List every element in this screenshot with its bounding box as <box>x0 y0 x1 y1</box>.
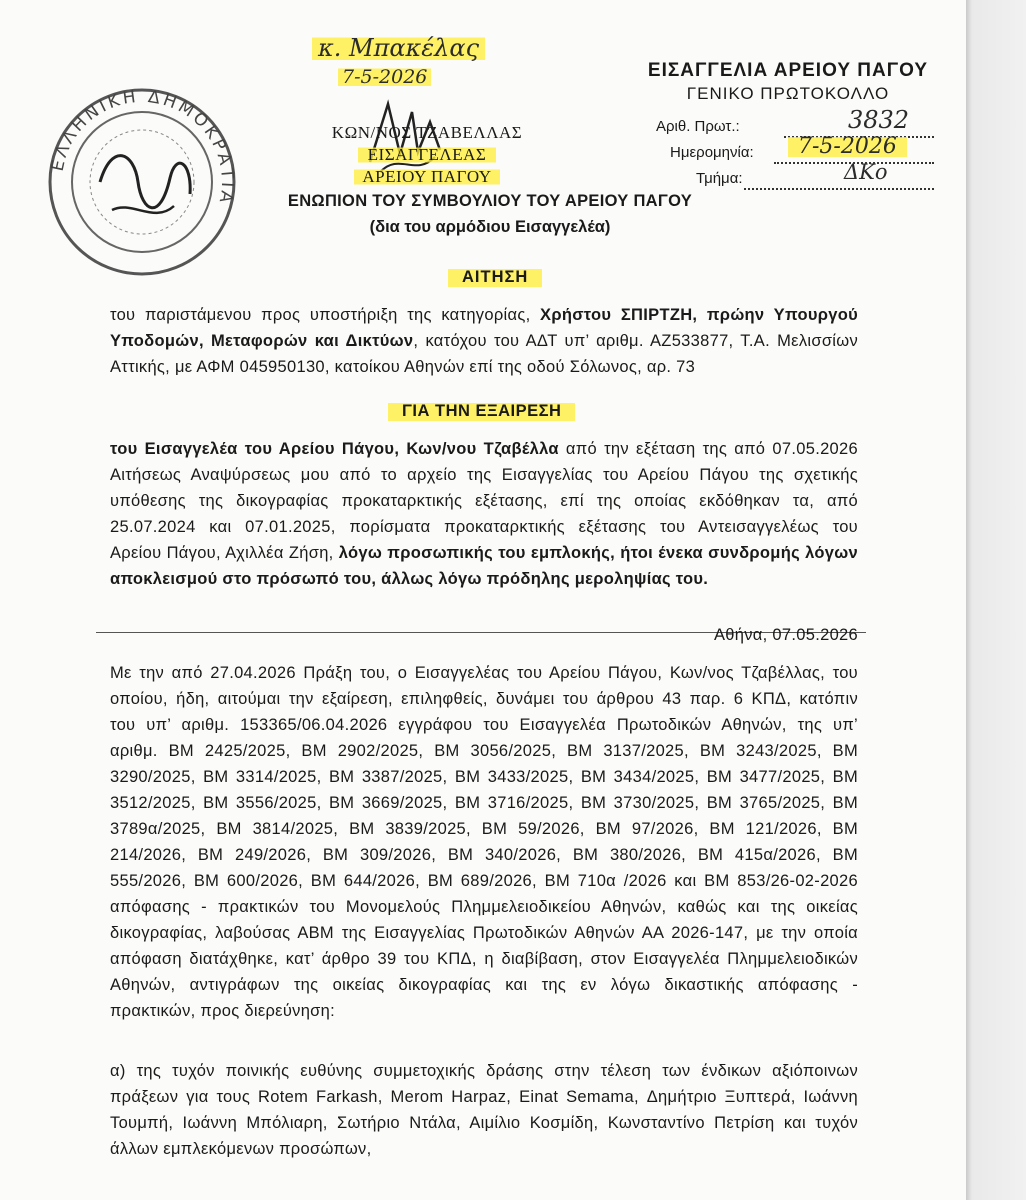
official-seal <box>42 82 242 282</box>
text-line: 555/2026, ΒΜ 600/2026, ΒΜ 644/2026, ΒΜ 689/2026, ΒΜ 710α /2026 και ΒΜ 853/26-02-2026 <box>110 872 858 890</box>
text-line: Τουμπή, Ιωάννη Μπόλιαρη, Σωτήριο Ντάλα, Αιμίλιο Κοσμίδη, Κωνσταντίνο Πετρίση και τυχόν <box>110 1114 858 1132</box>
court-heading: ΕΝΩΠΙΟΝ ΤΟΥ ΣΥΜΒΟΥΛΙΟΥ ΤΟΥ ΑΡΕΙΟΥ ΠΑΓΟΥ <box>287 192 693 210</box>
registry-subtitle: ΓΕΝΙΚΟ ΠΡΩΤΟΚΟΛΛΟ <box>686 84 890 103</box>
text-line: 3512/2025, ΒΜ 3556/2025, ΒΜ 3669/2025, ΒΜ 3716/2025, ΒΜ 3730/2025, ΒΜ 3765/2025, ΒΜ <box>110 794 858 812</box>
prosecutor-title: ΕΙΣΑΓΓΕΛΕΑΣ <box>312 144 542 166</box>
text-line: 3789α/2025, ΒΜ 3814/2025, ΒΜ 3839/2025, ΒΜ 59/2026, ΒΜ 97/2026, ΒΜ 121/2026, ΒΜ <box>110 820 858 838</box>
registry-dept-value: ΔΚο <box>844 160 888 184</box>
text-line: 214/2026, ΒΜ 249/2026, ΒΜ 309/2026, ΒΜ 340/2026, ΒΜ 380/2026, ΒΜ 415α/2026, ΒΜ <box>110 846 858 864</box>
court-via: (δια του αρμόδιου Εισαγγελέα) <box>369 218 611 236</box>
text-line: α) της τυχόν ποινικής ευθύνης συμμετοχικής δράσης στην τέλεση των ένδικων αξιόποινων <box>110 1062 858 1080</box>
prosecutor-block <box>312 122 542 188</box>
handwritten-name: κ. Μπακέλας <box>312 34 485 62</box>
place-date: Αθήνα, 07.05.2026 <box>714 626 858 644</box>
text-line: πράξεων για τους Rotem Farkash, Merom Harpaz, Einat Semama, Δημήτριο Ξυπτερά, Ιωάννη <box>110 1088 858 1106</box>
handwritten-date: 7-5-2026 <box>338 66 431 88</box>
registry-number-value: 3832 <box>848 106 910 134</box>
text-line: δικογραφίας, λαβούσας ΑΒΜ της Εισαγγελίας Πρωτοδικών Αθηνών ΑΑ 2026-147, με την οποία <box>110 924 858 942</box>
text-line: Αθηνών, αντιγράφων της οικείας δικογραφίας και της εν λόγω δικαστικής απόφασης - <box>110 976 858 994</box>
text-line: αριθμ. ΒΜ 2425/2025, ΒΜ 2902/2025, ΒΜ 3056/2025, ΒΜ 3137/2025, ΒΜ 3243/2025, ΒΜ <box>110 742 858 760</box>
prosecutor-name: ΚΩΝ/ΝΟΣ ΤΖΑΒΕΛΛΑΣ <box>331 123 523 142</box>
svg-text:ΕΛΛΗΝΙΚΗ ΔΗΜΟΚΡΑΤΙΑ: ΕΛΛΗΝΙΚΗ ΔΗΜΟΚΡΑΤΙΑ <box>47 86 238 208</box>
registry-dept-label: Τμήμα: <box>696 170 743 187</box>
registry-date-label: Ημερομηνία: <box>670 144 754 161</box>
text-line: του υπ’ αριθμ. 153365/06.04.2026 εγγράφου του Εισαγγελέα Πρωτοδικών Αθηνών, της υπ’ <box>110 716 858 734</box>
text-line: Με την από 27.04.2026 Πράξη του, ο Εισαγγελέας του Αρείου Πάγου, Κων/νος Τζαβέλλας, του <box>110 664 858 682</box>
registry-title: ΕΙΣΑΓΓΕΛΙΑ ΑΡΕΙΟΥ ΠΑΓΟΥ <box>647 60 929 81</box>
applicant-paragraph: του παριστάμενου προς υποστήριξη της κατηγορίας, Χρήστου ΣΠΙΡΤΖΗ, πρώην Υπουργού Υποδομών, Μεταφορών και Δικτύων, κατόχου του ΑΔΤ υπ’ αριθμ. ΑΖ533877, Τ.Α. Μελισσίων Αττικής, με ΑΦΜ 045950130, κατοίκου Αθηνών επί της οδού Σόλωνος, αρ. 73 <box>110 306 859 376</box>
purpose-heading: ΓΙΑ ΤΗΝ ΕΞΑΙΡΕΣΗ <box>388 400 575 423</box>
seal-graphic <box>42 82 242 282</box>
text-line: πρακτικών, προς διερεύνηση: <box>110 1002 336 1020</box>
page-edge <box>966 0 1026 1200</box>
registry-date-value: 7-5-2026 <box>788 134 907 159</box>
registry-stamp <box>638 60 938 187</box>
text-line: άλλων εμπλεκόμενων προσώπων, <box>110 1140 372 1158</box>
main-paragraph <box>110 660 858 1024</box>
text-line: απόφαση διατάχθηκε, κατ’ άρθρο 39 του ΚΠΔ, η διαβίβαση, στον Εισαγγελέα Πλημμελειοδικών <box>110 950 858 968</box>
item-a-paragraph <box>110 1058 858 1162</box>
document-title: ΑΙΤΗΣΗ <box>448 266 542 289</box>
text-line: απόφασης - πρακτικών του Μονομελούς Πλημμελειοδικείου Αθηνών, καθώς και της οικείας <box>110 898 858 916</box>
exclusion-paragraph: του Εισαγγελέα του Αρείου Πάγου, Κων/νου Τζαβέλλα από την εξέταση της από 07.05.2026 Αιτήσεως Αναψύρσεως μου από το αρχείο της Εισαγγελίας του Αρείου Πάγου της σχετικής υπόθεσης της δικογραφίας προκαταρκτικής εξέτασης, επί της οποίας εκδόθηκαν τα, από 25.07.2024 και 07.01.2025, πορίσματα προκαταρκτικής εξέτασης του Αντεισαγγελέως του Αρείου Πάγου, Αχιλλέα Ζήση, λόγω προσωπικής του εμπλοκής, ήτοι ένεκα συνδρομής λόγων αποκλεισμού στο πρόσωπό του, άλλως λόγω πρόδηλης μεροληψίας του. <box>110 440 858 588</box>
text-line: 3290/2025, ΒΜ 3314/2025, ΒΜ 3387/2025, ΒΜ 3433/2025, ΒΜ 3434/2025, ΒΜ 3477/2025, ΒΜ <box>110 768 858 786</box>
registry-number-label: Αριθ. Πρωτ.: <box>656 118 740 135</box>
prosecutor-court: ΑΡΕΙΟΥ ΠΑΓΟΥ <box>312 166 542 188</box>
text-line: οποίου, ήδη, αιτούμαι την εξαίρεση, επιληφθείς, δυνάμει του άρθρου 43 παρ. 6 ΚΠΔ, κατόπιν <box>110 690 858 708</box>
